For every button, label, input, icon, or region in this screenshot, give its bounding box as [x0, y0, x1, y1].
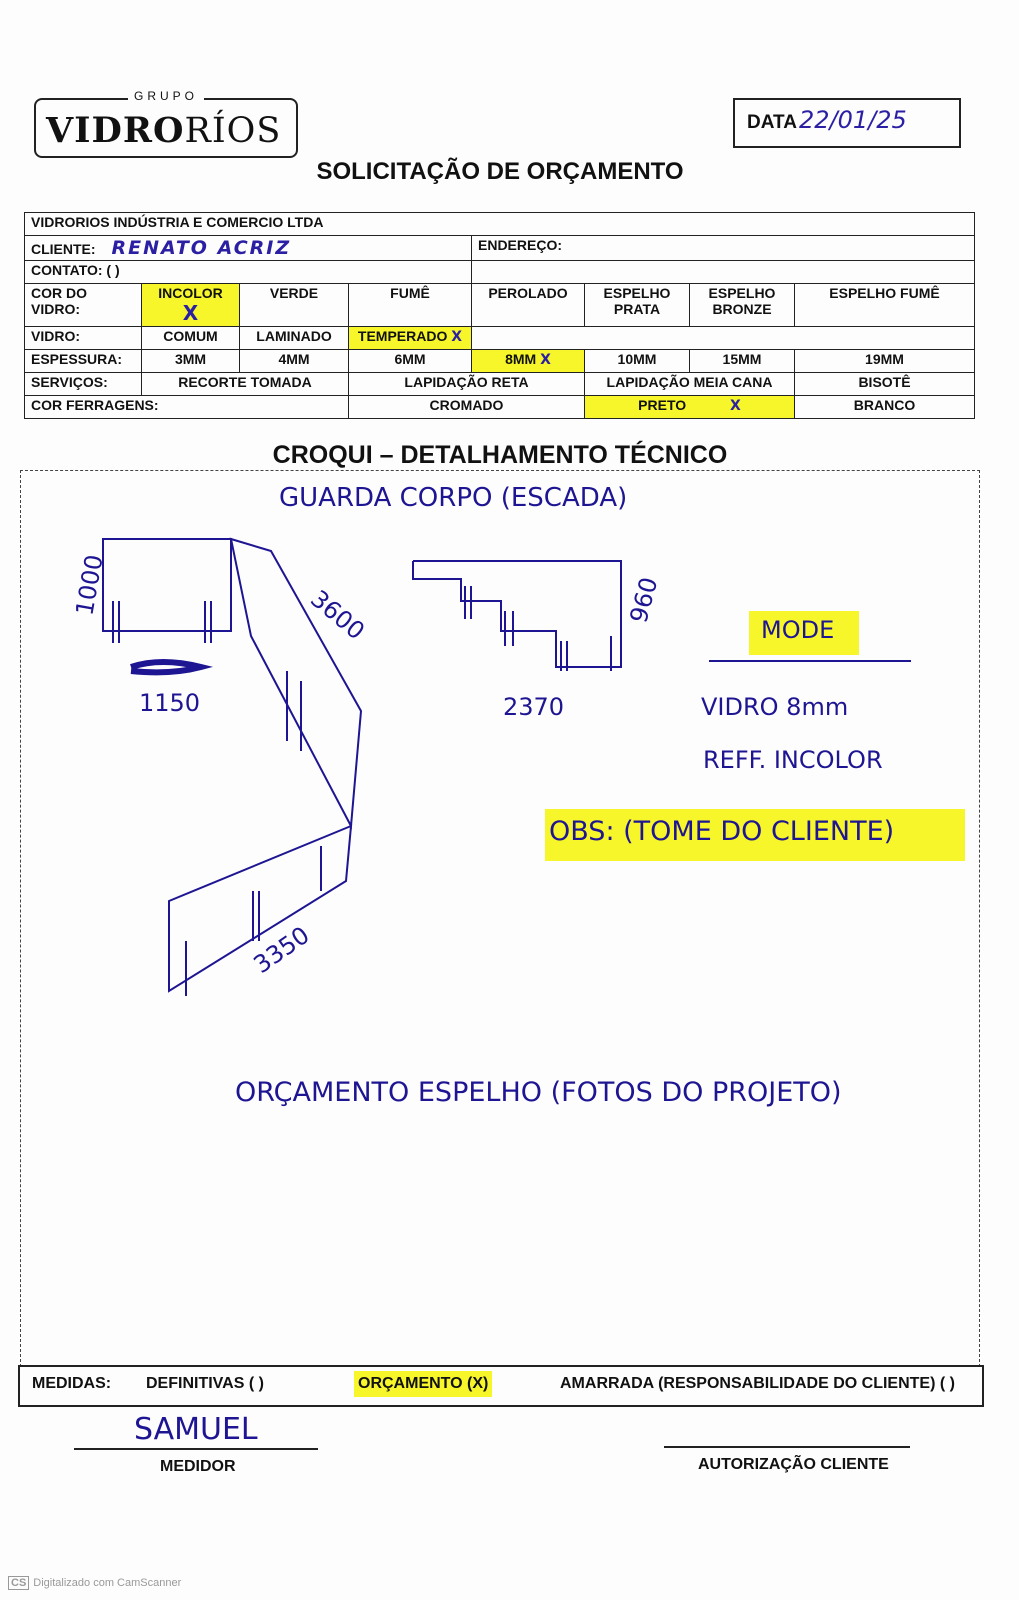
contact-cell: [25, 261, 472, 284]
croqui-title: CROQUI – DETALHAMENTO TÉCNICO: [272, 441, 728, 469]
hardware-mark: X: [730, 398, 741, 414]
service-recorte-tomada: RECORTE TOMADA: [142, 373, 349, 396]
measures-bar: [18, 1365, 984, 1407]
services-label: SERVIÇOS:: [25, 373, 142, 396]
thickness-option-6mm: 6MM: [349, 350, 472, 373]
color-option-verde: VERDE: [240, 284, 349, 327]
thickness-option-8mm: [472, 350, 585, 373]
dim-diag-top: 3600: [305, 584, 370, 646]
hardware-option-cromado: CROMADO: [349, 396, 585, 419]
scanner-text: Digitalizado com CamScanner: [33, 1577, 182, 1589]
sketch-area: [20, 470, 980, 1367]
color-label: COR DO VIDRO:: [25, 284, 142, 327]
service-lapidacao-reta: LAPIDAÇÃO RETA: [349, 373, 585, 396]
glass-option-comum: COMUM: [142, 327, 240, 350]
thickness-option-label: 8MM: [505, 351, 537, 367]
logo-brand-bold: VIDRO: [46, 110, 185, 151]
scribble-mark: [131, 662, 201, 672]
glass-blank: [472, 327, 975, 350]
scanner-badge: CS: [8, 1576, 29, 1590]
glass-mark: X: [451, 329, 463, 345]
company-logo: [34, 89, 298, 158]
company-name: VIDRORIOS INDÚSTRIA E COMERCIO LTDA: [25, 213, 975, 236]
client-authorization-label: AUTORIZAÇÃO CLIENTE: [698, 1456, 889, 1473]
measurer-signature: SAMUEL: [134, 1412, 258, 1447]
scanner-watermark: [8, 1576, 181, 1590]
glass-label: VIDRO:: [25, 327, 142, 350]
measures-label: MEDIDAS:: [32, 1375, 112, 1392]
service-bisote: BISOTÊ: [795, 373, 975, 396]
measures-tied: AMARRADA (RESPONSABILIDADE DO CLIENTE) ( ): [560, 1375, 955, 1392]
note-glass: VIDRO 8mm: [701, 693, 849, 721]
color-option-perolado: PEROLADO: [472, 284, 585, 327]
color-option-espelho-fume: ESPELHO FUMÊ: [795, 284, 975, 327]
service-lapidacao-meia-cana: LAPIDAÇÃO MEIA CANA: [585, 373, 795, 396]
hardware-label: COR FERRAGENS:: [25, 396, 349, 419]
measures-definitive: DEFINITIVAS ( ): [146, 1375, 264, 1392]
dim-right-height: 960: [624, 574, 664, 626]
glass-option-label: TEMPERADO: [357, 328, 448, 344]
glass-option-laminado: LAMINADO: [240, 327, 349, 350]
color-option-label: INCOLOR: [158, 285, 223, 301]
thickness-option-4mm: 4MM: [240, 350, 349, 373]
thickness-mark: X: [540, 352, 551, 368]
hardware-option-label: PRETO: [638, 397, 687, 413]
measurer-signature-line: [74, 1448, 318, 1450]
note-color: REFF. INCOLOR: [703, 746, 883, 774]
hardware-option-branco: BRANCO: [795, 396, 975, 419]
client-cell: [25, 236, 472, 261]
obs-note: OBS: (TOME DO CLIENTE): [549, 816, 895, 847]
diagonal-panel-top: [231, 539, 361, 826]
address-label: ENDEREÇO:: [478, 237, 563, 253]
color-option-fume: FUMÊ: [349, 284, 472, 327]
color-option-espelho-bronze: ESPELHO BRONZE: [690, 284, 795, 327]
measurer-label: MEDIDOR: [160, 1458, 236, 1475]
thickness-option-3mm: 3MM: [142, 350, 240, 373]
address-cell: [472, 236, 975, 261]
thickness-label: ESPESSURA:: [25, 350, 142, 373]
sketch-heading-note: GUARDA CORPO (ESCADA): [279, 483, 628, 513]
client-label: CLIENTE:: [31, 241, 96, 257]
color-option-incolor: [142, 284, 240, 327]
dim-height-left: 1000: [70, 552, 109, 618]
page-title: SOLICITAÇÃO DE ORÇAMENTO: [316, 158, 684, 185]
color-option-espelho-prata: ESPELHO PRATA: [585, 284, 690, 327]
logo-group-text: GRUPO: [128, 89, 204, 103]
date-box: [733, 98, 961, 148]
footer-note: ORÇAMENTO ESPELHO (FOTOS DO PROJETO): [235, 1077, 842, 1108]
dim-right-width: 2370: [503, 693, 565, 721]
dim-bottom-left: 1150: [139, 689, 201, 717]
contact-blank: [472, 261, 975, 284]
dim-diag-bottom: 3350: [248, 921, 315, 979]
stair-railing-sketch: [21, 471, 979, 1366]
client-value: RENATO ACRIZ: [111, 237, 292, 259]
thickness-option-15mm: 15MM: [690, 350, 795, 373]
measures-budget: ORÇAMENTO (X): [354, 1371, 492, 1397]
contact-label: CONTATO: ( ): [31, 262, 120, 278]
color-mark: X: [182, 301, 199, 325]
logo-brand-light: RÍOS: [184, 111, 282, 151]
client-signature-line: [664, 1446, 910, 1448]
stair-profile: [413, 561, 621, 667]
model-label: MODE: [761, 616, 835, 644]
glass-option-temperado: [349, 327, 472, 350]
order-form-table: [24, 212, 975, 419]
thickness-option-10mm: 10MM: [585, 350, 690, 373]
thickness-option-19mm: 19MM: [795, 350, 975, 373]
date-label: DATA: [747, 112, 797, 133]
date-value: 22/01/25: [799, 106, 907, 134]
hardware-option-preto: [585, 396, 795, 419]
